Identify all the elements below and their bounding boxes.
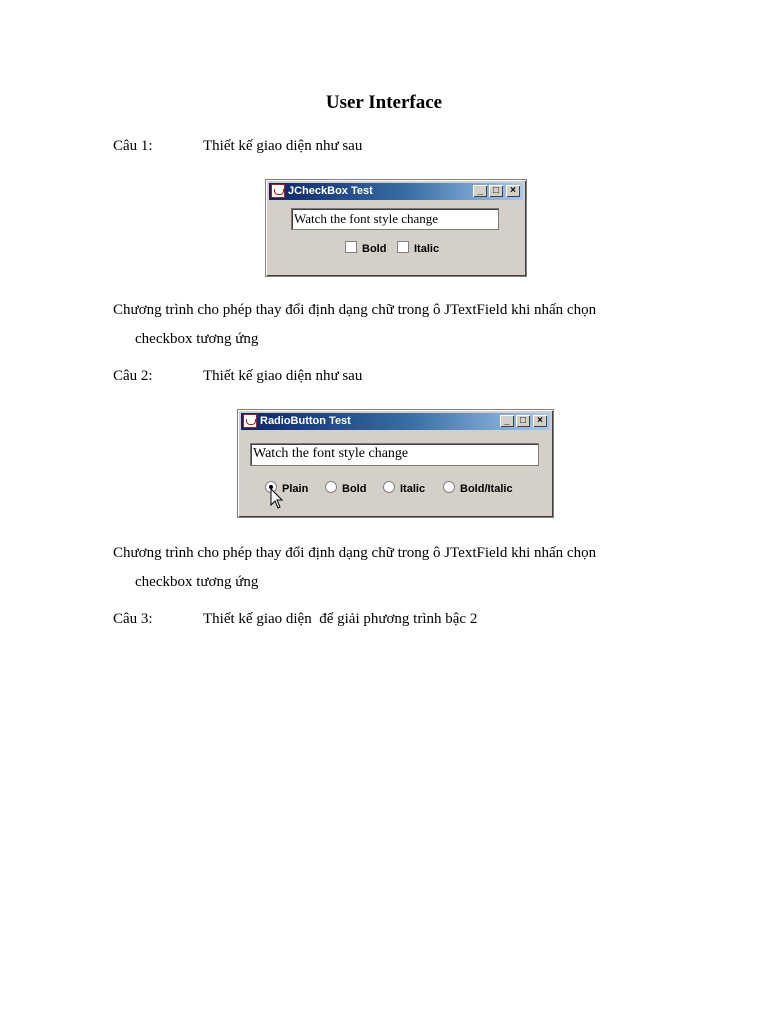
description-line: checkbox tương ứng [135,331,259,347]
font-style-textfield[interactable]: Watch the font style change [250,443,539,466]
radiobutton-test-window [237,409,554,518]
close-button[interactable]: × [533,415,547,427]
description-line: Chương trình cho phép thay đổi định dạng chữ trong ô JTextField khi nhấn chọn [113,302,597,318]
mouse-pointer-icon [270,488,284,510]
page-title: User Interface [325,92,443,113]
checkbox-box[interactable] [397,241,409,253]
radio-circle[interactable] [383,481,395,493]
bold-checkbox-label: Bold [362,243,387,255]
question-text: Thiết kế giao diện để giải phương trình bậc 2 [203,611,478,627]
question-2-description [113,539,673,597]
italic-radio[interactable] [383,481,425,495]
italic-radio-label: Italic [400,483,426,495]
bold-italic-radio[interactable] [443,481,513,495]
question-text: Thiết kế giao diện như sau [203,368,363,384]
plain-radio-label: Plain [282,483,309,495]
radio-circle[interactable] [443,481,455,493]
jcheckbox-test-window [265,179,527,277]
bold-italic-radio-label: Bold/Italic [460,483,513,495]
description-line: Chương trình cho phép thay đổi định dạng chữ trong ô JTextField khi nhấn chọn [113,545,597,561]
italic-checkbox-label: Italic [414,243,440,255]
java-cup-icon [243,414,257,428]
description-line: checkbox tương ứng [135,574,259,590]
maximize-button[interactable]: □ [489,185,503,197]
bold-checkbox[interactable] [345,241,386,255]
java-cup-icon [271,184,285,198]
question-1-heading [113,138,362,155]
font-style-textfield[interactable]: Watch the font style change [291,208,499,230]
checkbox-box[interactable] [345,241,357,253]
question-text: Thiết kế giao diện như sau [203,138,363,154]
minimize-button[interactable]: _ [500,415,514,427]
window-title: JCheckBox Test [288,185,373,197]
question-number: Câu 2: [113,368,153,384]
question-2-heading [113,368,362,385]
bold-radio-label: Bold [342,483,367,495]
italic-checkbox[interactable] [397,241,439,255]
minimize-button[interactable]: _ [473,185,487,197]
window-titlebar [241,413,550,430]
question-number: Câu 1: [113,138,153,154]
radio-circle[interactable] [325,481,337,493]
maximize-button[interactable]: □ [516,415,530,427]
question-3-heading [113,611,477,628]
close-button[interactable]: × [506,185,520,197]
question-number: Câu 3: [113,611,153,627]
bold-radio[interactable] [325,481,366,495]
question-1-description [113,296,673,354]
window-title: RadioButton Test [260,415,351,427]
window-titlebar [269,183,523,200]
